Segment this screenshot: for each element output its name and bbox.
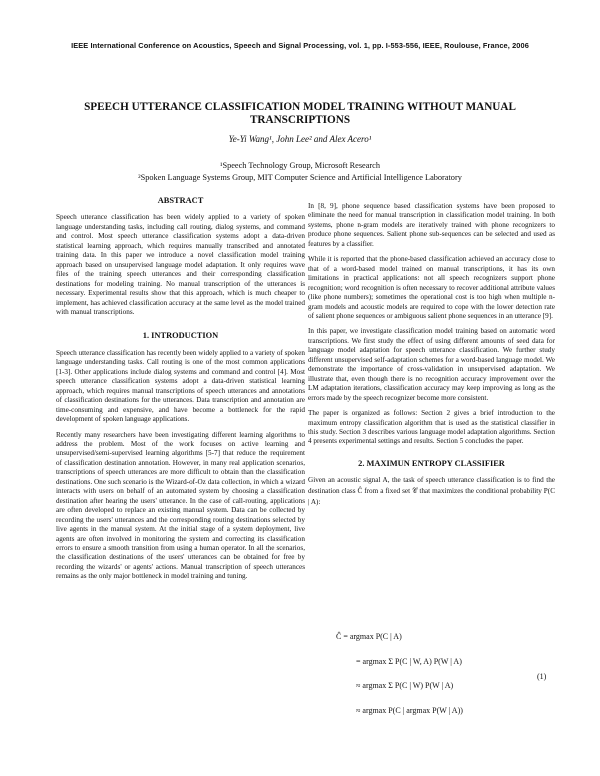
right-paragraph-2: While it is reported that the phone-based classification achieved an accuracy close to that of a word-based model trained on manual transcriptions, it has its own limitations in practical applications: not all speech recognizers support phone recognition; word recognition is often necessary to recover additional attribute values (like phone numbers); sometimes the operational cost is too high when multiple n-gram models and acoustic models are required to cope with the lower detection rate of salient phone sequences or ambiguous salient phone sequences in an utterance [9].	[308, 255, 555, 320]
section-2-text: Given an acoustic signal A, the task of speech utterance classification is to find the destination class Ĉ from a fixed set 𝒞 that maximizes the conditional probability P(C | A):	[308, 476, 555, 507]
equation-line-4: ≈ argmax P(C | argmax P(W | A))	[356, 706, 463, 715]
affiliation-2: ²Spoken Language Systems Group, MIT Computer Science and Artificial Intelligence Laboratory	[138, 173, 462, 182]
equation-line-3: ≈ argmax Σ P(C | W) P(W | A)	[356, 681, 454, 690]
section-2-heading: 2. MAXIMUN ENTROPY CLASSIFIER	[358, 458, 505, 468]
paper-title: SPEECH UTTERANCE CLASSIFICATION MODEL TRAINING WITHOUT MANUAL TRANSCRIPTIONS	[84, 101, 516, 126]
equation-number: (1)	[537, 672, 547, 681]
right-column	[308, 202, 555, 508]
right-paragraph-3: In this paper, we investigate classification model training based on automatic word transcriptions. We first study the effect of using different amounts of seed data for language model adaptation for speech utterance classification. We further study different unsupervised self-adaptation schemes for a word-based language model. We demonstrate the importance of cross-validation in unsupervised adaptation. We illustrate that, even though there is no recognition accuracy improvement over the LM adaptation iterations, classification accuracy may keep improving as long as the errors made by the speech recognizer become more consistent.	[308, 327, 555, 402]
intro-paragraph-1: Speech utterance classification has recently been widely applied to a variety of spoken language understanding tasks. Call routing is one of the most common applications [1-3]. Other applications include dialog systems and command and control [4]. Most speech utterance classification systems adopt a data-driven statistical learning approach, which requires manual transcriptions of speech utterances and annotations of classification destinations for the utterances. Data transcription and annotation are time-consuming and expensive, and have become a bottleneck for the rapid development of spoken language applications.	[56, 348, 305, 424]
abstract-text: Speech utterance classification has been widely applied to a variety of spoken language understanding tasks, including call routing, dialog systems, and command and control. Most speech utterance classification systems adopt a data-driven statistical learning approach, which requires manually transcribed and annotated training data. In this paper we introduce a novel classification model training approach based on unsupervised language model adaptation. It only requires wave files of the training speech utterances and their corresponding classification destinations for modeling training. No manual transcription of the utterances is necessary. Experimental results show that this approach, which is much cheaper to implement, has achieved classification accuracy at the same level as the model trained with manual transcriptions.	[56, 213, 305, 316]
conference-header: IEEE International Conference on Acoustics, Speech and Signal Processing, vol. 1, pp. I-553-556, IEEE, Roulouse, France, 2006	[71, 41, 529, 50]
equation-line-1: Ĉ = argmax P(C | A)	[336, 632, 402, 641]
left-column	[56, 196, 305, 582]
abstract-heading: ABSTRACT	[157, 196, 204, 205]
intro-paragraph-2: Recently many researchers have been investigating different learning algorithms to address the problem. Most of the work focuses on active learning and unsupervised/semi-supervised learning algorithms [5-7] that reduce the requirement of classification destination annotation. However, in many real application scenarios, transcriptions of speech utterances are more difficult to obtain than the classification destinations. One such scenario is the Wizard-of-Oz data collection, in which a wizard interacts with users on behalf of an automated system by choosing a classification destination after hearing the users' utterance. In the case of call-routing, applications are often developed to replace an existing manual system. Data can be collected by recording the users' utterances and the corresponding routing destinations selected by live agents in the manual system. At the initial stage of a system deployment, live agents are often involved in monitoring the system and correcting its classification errors to ensure a smooth transition from using a human operator. In all the scenarios, the classification destinations of the users' utterances can be obtained for free by recording the wizards' or agents' actions. Manual transcription of speech utterances remains as the only major bottleneck in model training and tuning.	[56, 430, 305, 581]
equation-line-2: = argmax Σ P(C | W, A) P(W | A)	[356, 657, 462, 666]
introduction-heading: 1. INTRODUCTION	[142, 331, 219, 341]
authors: Ye-Yi Wang¹, John Lee² and Alex Acero¹	[228, 134, 372, 144]
affiliation-1: ¹Speech Technology Group, Microsoft Research	[219, 161, 381, 170]
right-paragraph-4: The paper is organized as follows: Section 2 gives a brief introduction to the maximum entropy classification algorithm that is used as the statistical classifier in this study. Section 3 describes various language model adaptation algorithms. Section 4 presents experimental settings and results. Section 5 concludes the paper.	[308, 409, 555, 446]
right-paragraph-1: In [8, 9], phone sequence based classification systems have been proposed to eliminate the need for manual transcription in classification model training. In both systems, phone n-gram models are iteratively trained with phone recognizers to produce phone sequences. Salient phone sub-sequences can be selected and used as features by a classifier.	[308, 202, 555, 248]
